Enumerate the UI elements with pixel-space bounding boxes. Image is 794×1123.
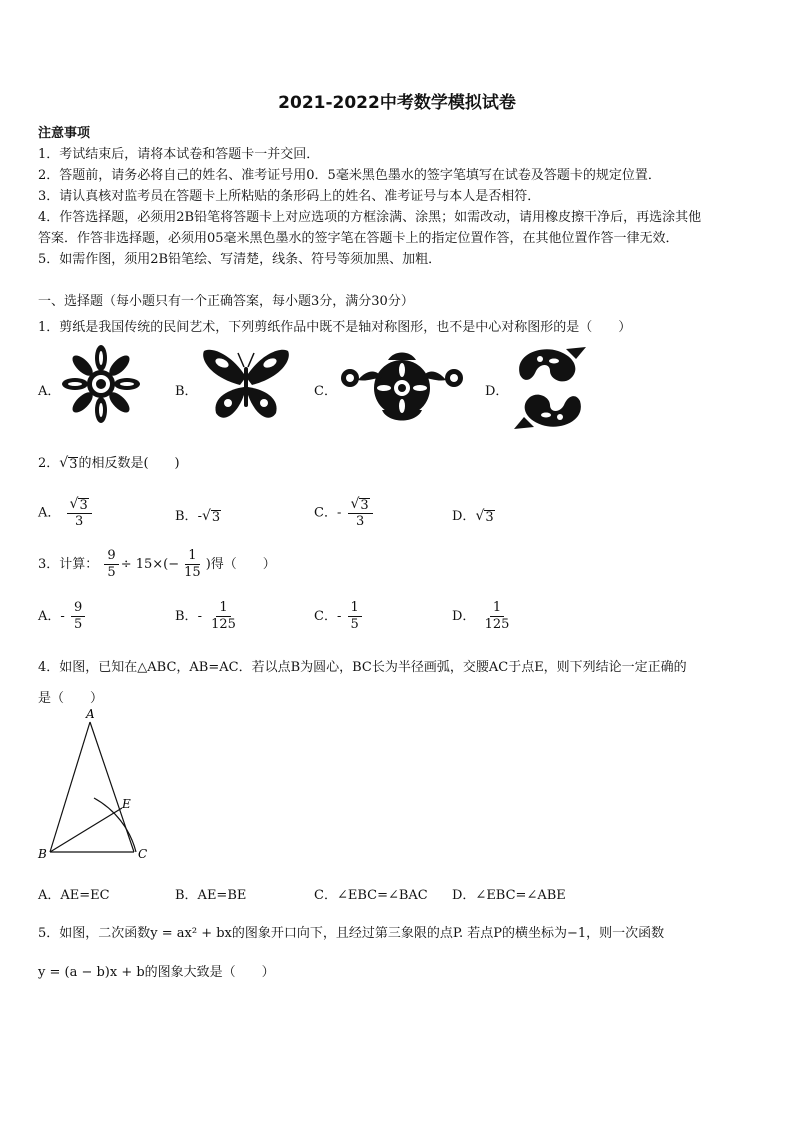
q3-option-a-label: A． <box>38 609 61 624</box>
note-item: 3．请认真核对监考员在答题卡上所粘贴的条形码上的姓名、准考证号与本人是否相符． <box>38 189 541 204</box>
q3-c-denominator: 5 <box>350 617 359 632</box>
q3-option-a <box>38 600 87 633</box>
q2-b-sign: - <box>197 509 202 524</box>
note-item: 5．如需作图，须用2B铅笔绘、写清楚，线条、符号等须加黑、加粗． <box>38 252 442 267</box>
q2-a-denominator: 3 <box>74 514 84 529</box>
q2-option-b <box>175 505 221 525</box>
q3-c-numerator: 1 <box>348 600 362 617</box>
q3-c-sign: - <box>336 609 342 624</box>
radical-sign: √ <box>475 508 485 524</box>
q2-option-c <box>314 496 375 530</box>
q4-option-c: C．∠EBC=∠BAC <box>314 888 428 903</box>
q4-option-a: A．AE=EC <box>38 888 110 903</box>
papercut-swirl-image <box>510 345 590 431</box>
note-item: 答案．作答非选择题，必须用05毫米黑色墨水的签字笔在答题卡上的指定位置作答，在其他位置作答一律无效． <box>38 231 679 246</box>
page-title: 2021-2022中考数学模拟试卷 <box>278 93 516 113</box>
q1-option-b-label: B． <box>175 384 198 399</box>
q2-number: 2． <box>38 456 60 471</box>
papercut-floral-image <box>338 348 466 426</box>
q3-f1-denominator: 5 <box>107 565 116 580</box>
papercut-flower-image <box>60 343 142 425</box>
q3-fraction-1 <box>104 548 118 581</box>
q2-c-denominator: 3 <box>355 514 365 529</box>
question-1-stem: 1．剪纸是我国传统的民间艺术，下列剪纸作品中既不是轴对称图形，也不是中心对称图形的是（ ） <box>38 320 632 335</box>
q2-sqrt <box>59 455 78 472</box>
point-label-a: A <box>86 707 95 721</box>
q3-b-numerator: 1 <box>216 600 230 617</box>
q2-option-b-label: B． <box>175 509 198 524</box>
q3-middle: ÷ 15×(− <box>120 557 180 572</box>
question-5-stem-cont: y = (a − b)x + b的图象大致是（ ） <box>38 965 275 980</box>
q2-option-d-label: D． <box>452 509 476 524</box>
q3-f2-denominator: 15 <box>184 565 201 580</box>
q3-fraction-2 <box>181 548 204 581</box>
note-item: 2．答题前，请务必将自己的姓名、准考证号用0．5毫米黑色墨水的签字笔填写在试卷及答题卡的规定位置． <box>38 168 661 183</box>
q3-option-d-label: D． <box>452 609 476 624</box>
q2-c-sign: - <box>336 505 342 521</box>
q2-option-a-label: A． <box>38 505 61 521</box>
triangle-diagram <box>34 706 164 868</box>
question-4-stem: 4．如图，已知在△ABC，AB=AC．若以点B为圆心，BC长为半径画弧，交腰AC于点E，则下列结论一定正确的 <box>38 660 687 675</box>
q3-option-b-label: B． <box>175 609 198 624</box>
q3-option-c <box>314 600 364 633</box>
q3-b-denominator: 125 <box>211 617 236 632</box>
question-4-stem-cont: 是（ ） <box>38 691 104 706</box>
q3-b-sign: - <box>197 609 202 624</box>
q3-d-denominator: 125 <box>484 617 510 632</box>
q3-a-numerator: 9 <box>71 600 85 617</box>
note-item: 1．考试结束后，请将本试卷和答题卡一并交回． <box>38 147 320 162</box>
q2-stem-suffix: 的相反数是( ) <box>78 456 180 471</box>
q2-radicand: 3 <box>69 457 78 472</box>
q3-f1-numerator: 9 <box>104 548 118 565</box>
q3-option-d <box>452 600 514 633</box>
q3-prefix: 3．计算： <box>38 557 99 572</box>
q2-c-numerator: 3 <box>360 498 369 513</box>
q2-a-numerator: 3 <box>79 498 88 513</box>
q3-a-sign: - <box>60 609 65 624</box>
q1-option-c-label: C． <box>314 384 337 399</box>
q2-c-fraction <box>348 496 373 530</box>
point-label-e: E <box>122 797 131 811</box>
point-label-b: B <box>38 847 47 861</box>
q2-b-radicand: 3 <box>211 510 221 525</box>
question-3-stem <box>38 548 276 581</box>
note-item: 4．作答选择题，必须用2B铅笔将答题卡上对应选项的方框涂满、涂黑；如需改动，请用橡皮擦干净后，再选涂其他 <box>38 210 702 225</box>
q2-option-a <box>38 496 94 530</box>
q2-d-radicand: 3 <box>485 510 494 525</box>
q2-a-fraction <box>67 496 92 530</box>
q3-option-c-label: C． <box>314 609 337 624</box>
q2-option-d <box>452 505 495 525</box>
radical-sign: √ <box>59 455 69 471</box>
q4-option-b: B．AE=BE <box>175 888 247 903</box>
q2-option-c-label: C． <box>314 505 337 521</box>
question-2-stem <box>38 452 180 472</box>
q3-f2-numerator: 1 <box>185 548 199 565</box>
notes-heading: 注意事项 <box>38 126 91 141</box>
q3-suffix: )得（ ） <box>205 557 276 572</box>
q1-option-d-label: D． <box>485 384 509 399</box>
radical-sign: √ <box>350 496 360 512</box>
question-5-stem: 5．如图，二次函数y = ax² + bx的图象开口向下，且经过第三象限的点P. 若点P的横坐标为−1，则一次函数 <box>38 926 665 941</box>
papercut-butterfly-image <box>200 347 292 425</box>
q1-option-a-label: A． <box>38 384 61 399</box>
q4-option-d: D．∠EBC=∠ABE <box>452 888 566 903</box>
radical-sign: √ <box>201 508 211 524</box>
point-label-c: C <box>138 847 148 861</box>
q3-a-denominator: 5 <box>73 617 83 632</box>
section-heading: 一、选择题（每小题只有一个正确答案，每小题3分，满分30分） <box>38 294 414 309</box>
q3-d-numerator: 1 <box>490 600 504 617</box>
q3-option-b <box>175 600 241 633</box>
radical-sign: √ <box>69 496 79 512</box>
